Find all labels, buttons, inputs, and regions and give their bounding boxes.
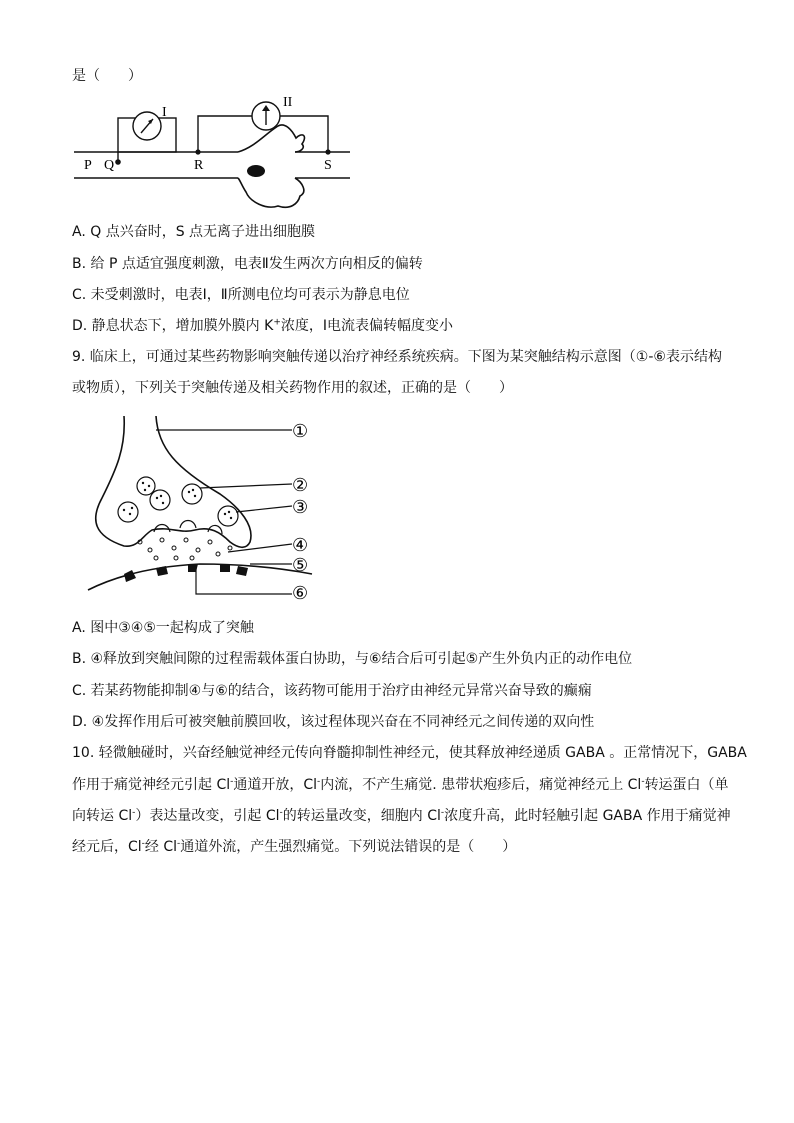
question-8-stem-tail: 是（ ） xyxy=(72,68,142,84)
label-5: ⑤ xyxy=(292,555,309,575)
presynaptic-terminal xyxy=(96,416,251,547)
point-label-S: S xyxy=(324,158,332,173)
label-3: ③ xyxy=(292,497,309,517)
q10-line-4: 经元后，Cl-经 Cl-通道外流，产生强烈痛觉。下列说法错误的是（ ） xyxy=(72,838,517,855)
q8-option-d: D. 静息状态下，增加膜外膜内 K+浓度，Ⅰ电流表偏转幅度变小 xyxy=(72,317,453,334)
q10-line-3: 向转运 Cl-）表达量改变，引起 Cl-的转运量改变，细胞内 Cl-浓度升高，此时轻触引起 GABA 作用于痛觉神 xyxy=(72,807,731,824)
postsynaptic-membrane xyxy=(88,564,312,590)
synaptic-vesicles xyxy=(118,477,238,526)
point-label-Q: Q xyxy=(104,158,115,173)
point-label-P: P xyxy=(84,158,92,173)
label-6: ⑥ xyxy=(292,583,309,603)
meter-1-label: I xyxy=(162,105,167,120)
q9-stem-line-1: 9. 临床上，可通过某些药物影响突触传递以治疗神经系统疾病。下图为某突触结构示意图（①-⑥表示结构 xyxy=(72,349,722,365)
q9-option-d: D. ④发挥作用后可被突触前膜回收，该过程体现兴奋在不同神经元之间传递的双向性 xyxy=(72,714,595,730)
q9-stem-line-2: 或物质），下列关于突触传递及相关药物作用的叙述，正确的是（ ） xyxy=(72,380,513,396)
label-1: ① xyxy=(292,421,309,441)
nerve-electrode-diagram xyxy=(70,92,360,217)
q9-option-a: A. 图中③④⑤一起构成了突触 xyxy=(72,620,254,636)
q10-line-1: 10. 轻微触碰时，兴奋经触觉神经元传向脊髓抑制性神经元，使其释放神经递质 GABA 。正常情况下，GABA xyxy=(72,745,747,761)
q8-option-b: B. 给 P 点适宜强度刺激，电表Ⅱ发生两次方向相反的偏转 xyxy=(72,256,423,272)
nucleus xyxy=(247,165,265,177)
neuron-cell-body xyxy=(238,125,304,207)
q8-option-a: A. Q 点兴奋时，S 点无离子进出细胞膜 xyxy=(72,224,316,240)
electrode-Q xyxy=(115,159,121,165)
electrode-R xyxy=(195,149,200,154)
meter-2-label: II xyxy=(283,95,293,110)
q10-line-2: 作用于痛觉神经元引起 Cl-通道开放，Cl-内流，不产生痛觉. 患带状疱疹后，痛觉神经元上 Cl-转运蛋白（单 xyxy=(72,776,729,793)
receptors xyxy=(124,564,248,582)
label-4: ④ xyxy=(292,535,309,555)
q8-option-c: C. 未受刺激时，电表Ⅰ，Ⅱ所测电位均可表示为静息电位 xyxy=(72,287,410,303)
synapse-diagram xyxy=(80,408,330,606)
q9-option-b: B. ④释放到突触间隙的过程需载体蛋白协助，与⑥结合后可引起⑤产生外负内正的动作电位 xyxy=(72,651,633,667)
electrode-S xyxy=(325,149,330,154)
neurotransmitter-molecules xyxy=(138,538,232,560)
point-label-R: R xyxy=(194,158,204,173)
q9-option-c: C. 若某药物能抑制④与⑥的结合，该药物可能用于治疗由神经元异常兴奋导致的癫痫 xyxy=(72,683,592,699)
label-2: ② xyxy=(292,475,309,495)
